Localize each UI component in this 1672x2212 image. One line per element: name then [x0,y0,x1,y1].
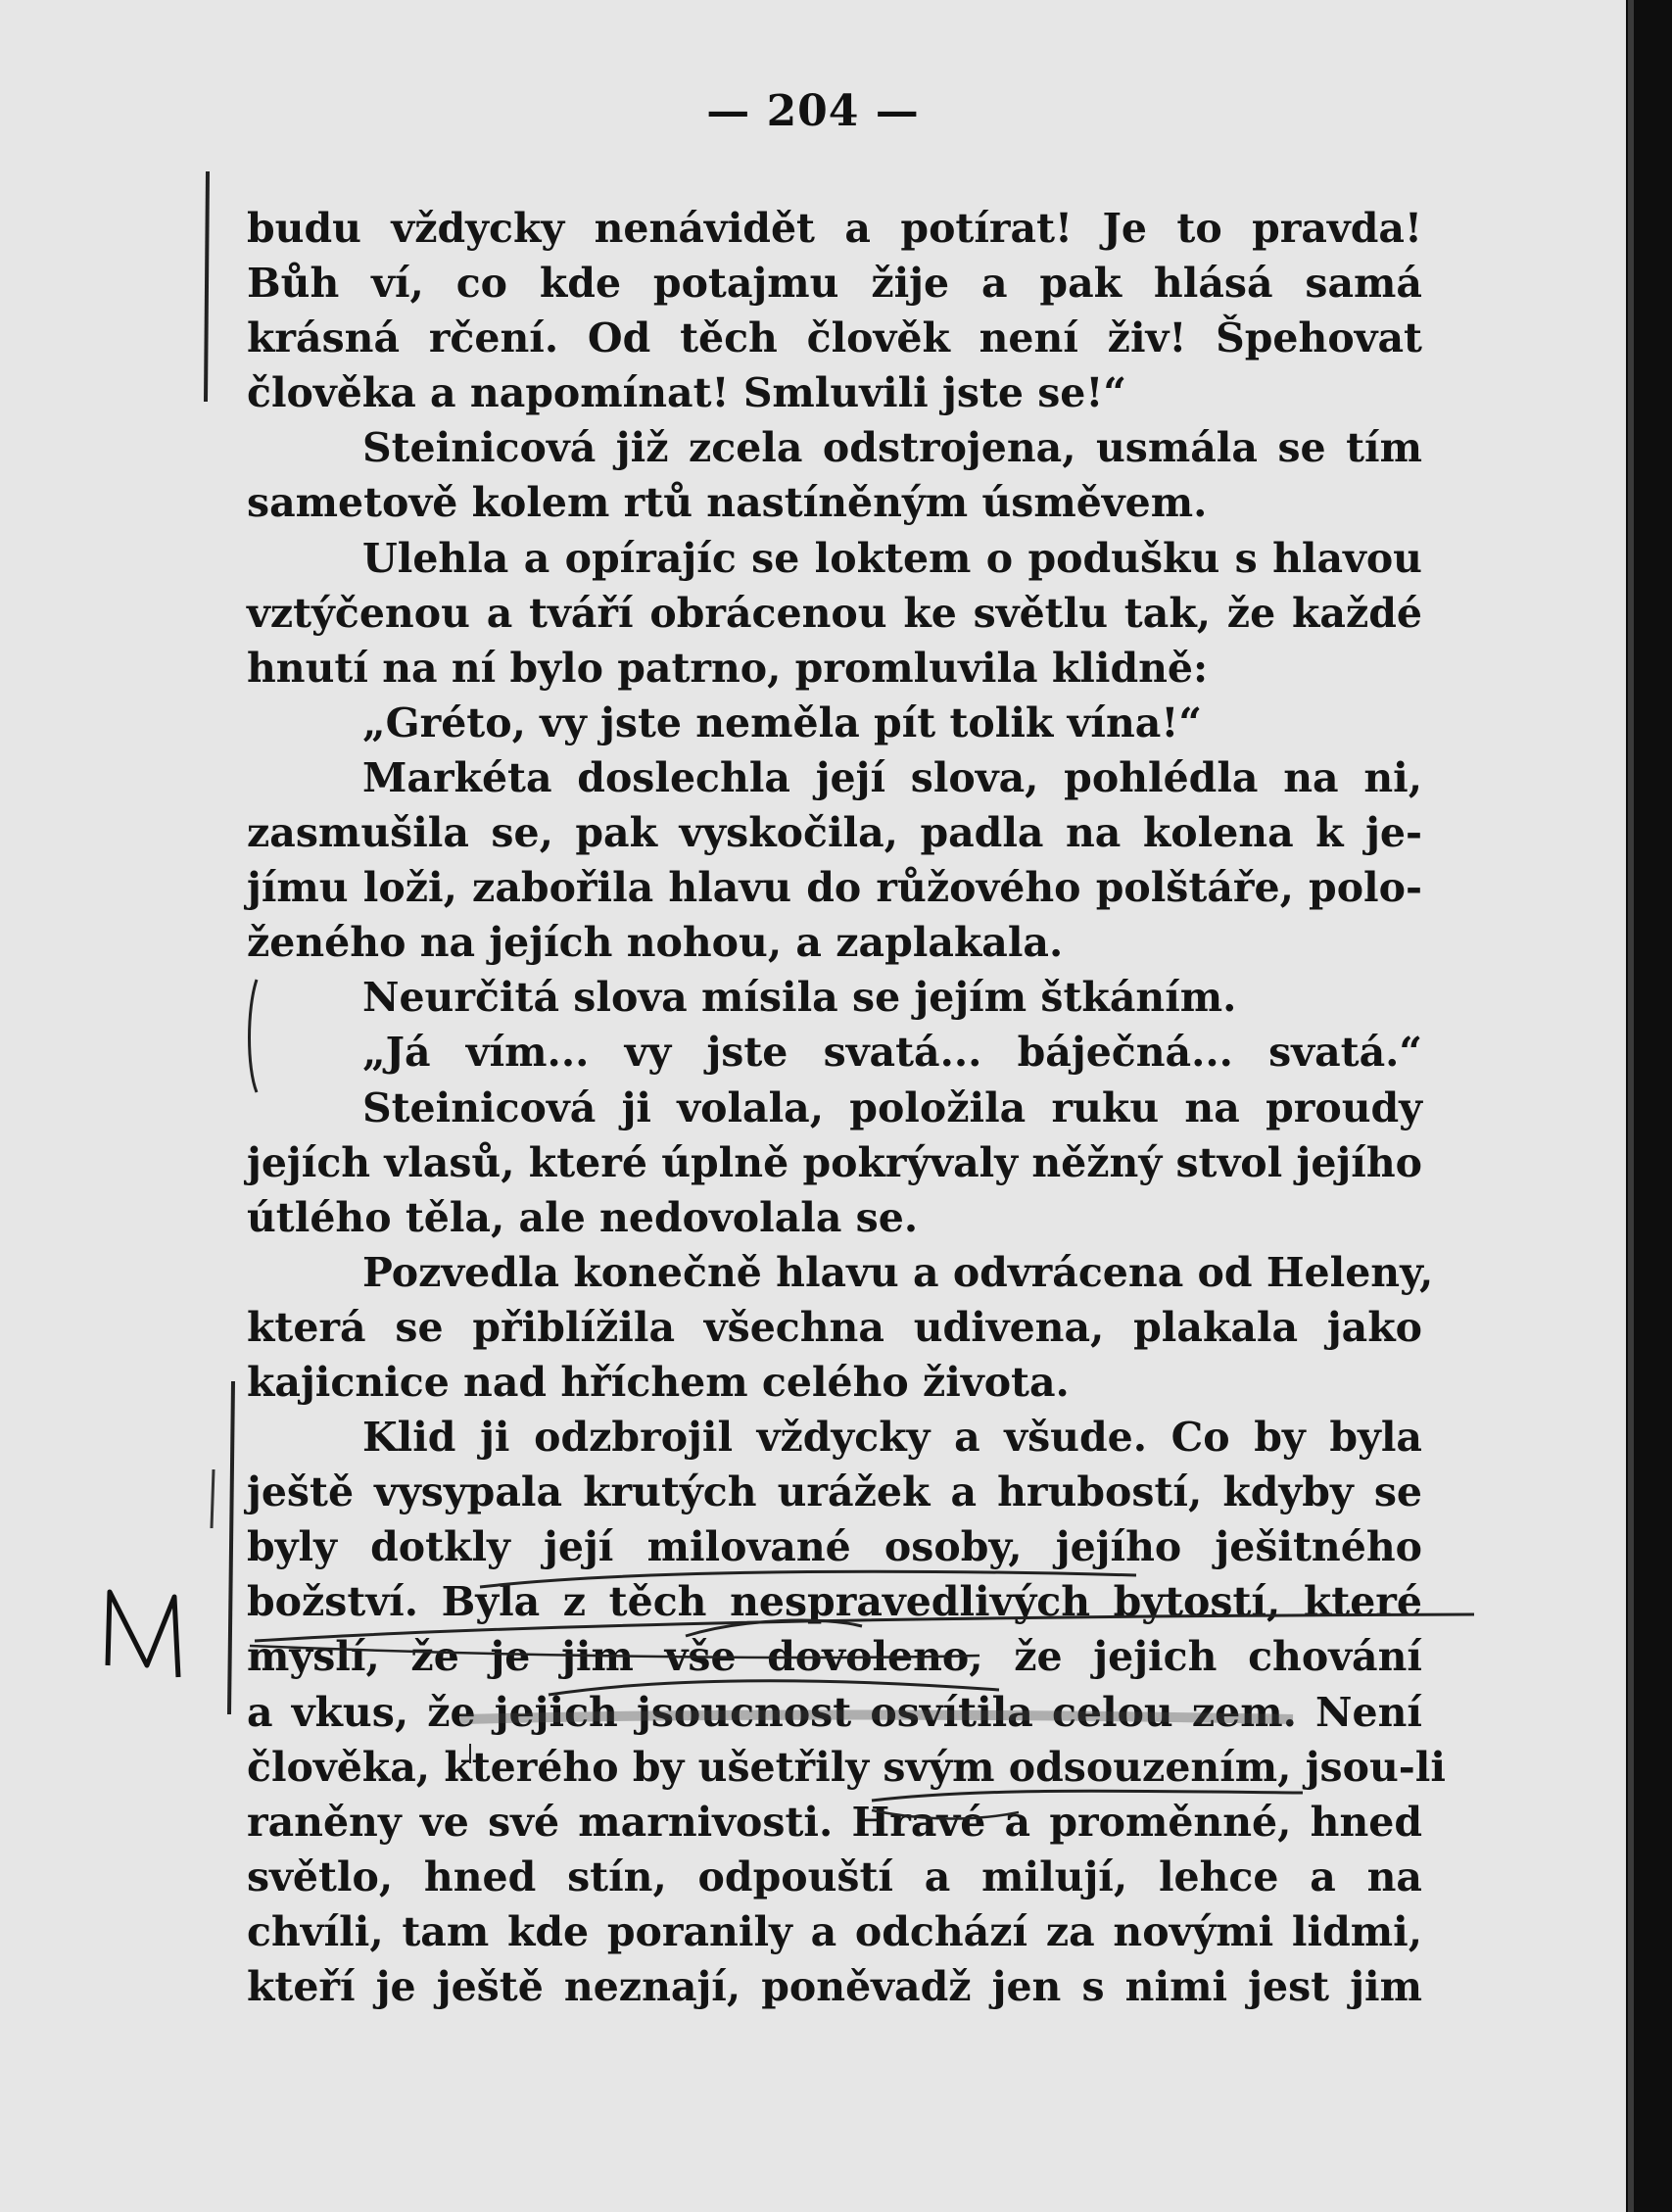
text-line: Steinicová již zcela odstrojena, usmála se tím [362,424,1422,472]
text-line: sametově kolem rtů nastíněným úsměvem. [247,479,1208,527]
text-line: Steinicová ji volala, položila ruku na proudy [362,1083,1422,1131]
text-line: chvíli, tam kde poranily a odchází za novými lidmi, [247,1907,1422,1955]
text-line: kajicnice nad hříchem celého života. [247,1358,1070,1406]
text-line: „Gréto, vy jste neměla pít tolik vína!“ [362,698,1202,746]
text-line: jímu loži, zabořila hlavu do růžového polštáře, polo- [247,864,1422,912]
text-line: kteří je ještě neznají, poněvadž jen s nimi jest jim [247,1963,1422,2010]
text-line: Pozvedla konečně hlavu a odvrácena od Heleny, [362,1248,1434,1296]
text-line: která se přiblížila všechna udivena, plakala jako [247,1303,1422,1351]
body-text [247,201,1446,2014]
text-line: ženého na jejích nohou, a zaplakala. [247,919,1064,967]
text-line: člověka, kterého by ušetřily svým odsouzením, jsou-li [247,1743,1446,1791]
text-line: útlého těla, ale nedovolala se. [247,1193,919,1241]
text-line: Markéta doslechla její slova, pohlédla na ni, [362,753,1422,801]
text-line: Neurčitá slova mísila se jejím štkáním. [362,974,1237,1022]
text-line: Klid ji odzbrojil vždycky a všude. Co by byla [362,1414,1422,1462]
text-line: hnutí na ní bylo patrno, promluvila klidně: [247,644,1209,692]
text-line: vztýčenou a tváří obrácenou ke světlu tak, že každé [247,589,1422,637]
text-line: jejích vlasů, které úplně pokrývaly něžný stvol jejího [247,1138,1422,1186]
text-line: budu vždycky nenávidět a potírat! Je to pravda! [247,205,1422,252]
text-line: „Já vím... vy jste svatá... báječná... svatá.“ [362,1029,1422,1077]
text-line: myslí, že je jim vše dovoleno, že jejich chování [247,1633,1422,1681]
text-line: Ulehla a opírajíc se loktem o podušku s hlavou [362,534,1422,582]
text-line: člověka a napomínat! Smluvili jste se!“ [247,369,1126,417]
text-line: a vkus, že jejich jsoucnost osvítila celou zem. Není [247,1688,1422,1736]
text-line: zasmušila se, pak vyskočila, padla na kolena k je- [247,809,1422,857]
text-line: raněny ve své marnivosti. Hravé a proměnné, hned [247,1798,1422,1846]
text-line: Bůh ví, co kde potajmu žije a pak hlásá samá [247,260,1422,308]
text-line: božství. Byla z těch nespravedlivých bytostí, které [247,1578,1422,1626]
text-line: ještě vysypala krutých urážek a hrubostí, kdyby se [247,1468,1422,1516]
page-edge-strip [1628,0,1634,2212]
text-line: světlo, hned stín, odpouští a milují, lehce a na [247,1852,1422,1900]
page-number: — 204 — [706,86,920,136]
text-line: krásná rčení. Od těch člověk není živ! Špehovat [247,314,1422,362]
text-line: byly dotkly její milované osoby, jejího ješitného [247,1523,1422,1571]
